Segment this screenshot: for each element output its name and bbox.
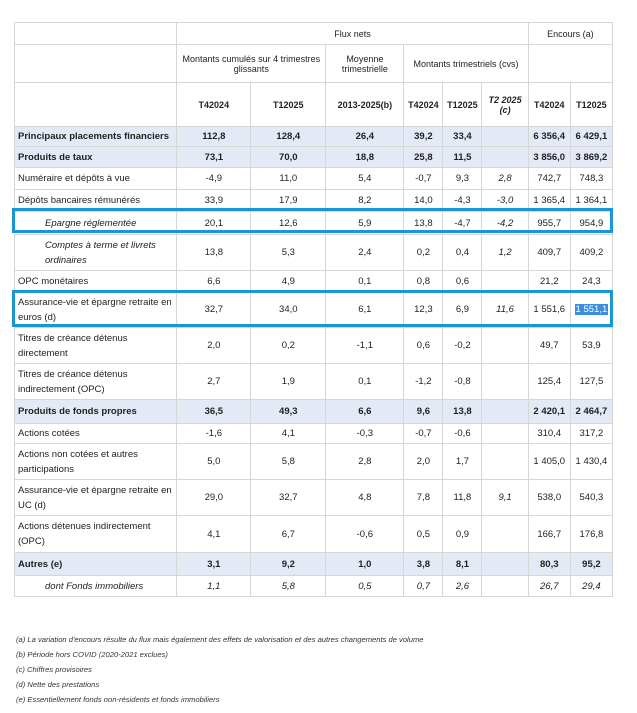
table-cell: 409,2 xyxy=(570,235,612,271)
table-cell: -0,6 xyxy=(326,516,404,553)
table-cell: 29,0 xyxy=(177,480,251,516)
table-cell: 6,9 xyxy=(443,292,482,328)
table-cell: -1,1 xyxy=(326,328,404,364)
table-cell xyxy=(482,364,528,400)
table-row xyxy=(15,271,613,292)
table-cell: 9,3 xyxy=(443,168,482,190)
footnote: (e) Essentiellement fonds non-résidents et fonds immobiliers xyxy=(16,695,220,704)
table-cell: 125,4 xyxy=(528,364,570,400)
table-cell: 6 356,4 xyxy=(528,127,570,147)
table-cell: 95,2 xyxy=(570,553,612,576)
footnotes xyxy=(16,632,424,707)
table-cell: -0,8 xyxy=(443,364,482,400)
table-cell: 7,8 xyxy=(404,480,443,516)
table-cell: 128,4 xyxy=(251,127,326,147)
table-cell: 166,7 xyxy=(528,516,570,553)
table-cell: 5,9 xyxy=(326,212,404,235)
table-cell: 2,4 xyxy=(326,235,404,271)
row-label: Assurance-vie et épargne retraite en euros (d) xyxy=(15,292,177,328)
table-cell: 2,8 xyxy=(482,168,528,190)
table-cell: 11,5 xyxy=(443,147,482,168)
table-cell: 0,2 xyxy=(404,235,443,271)
table-cell: 127,5 xyxy=(570,364,612,400)
table-cell: 11,8 xyxy=(443,480,482,516)
header-encours-blank xyxy=(528,45,612,83)
table-cell: 33,4 xyxy=(443,127,482,147)
table-cell: 5,0 xyxy=(177,444,251,480)
table-cell xyxy=(482,444,528,480)
table-cell: 9,1 xyxy=(482,480,528,516)
table-cell xyxy=(482,328,528,364)
table-cell: -0,2 xyxy=(443,328,482,364)
col-header: T2 2025 (c) xyxy=(482,83,528,127)
row-label: Titres de créance détenus directement xyxy=(15,328,177,364)
table-cell: 2,0 xyxy=(177,328,251,364)
table-cell xyxy=(482,576,528,597)
table-cell: 3,1 xyxy=(177,553,251,576)
table-cell: 5,8 xyxy=(251,576,326,597)
table-cell: 2,8 xyxy=(326,444,404,480)
highlight-box-epargne xyxy=(12,208,613,233)
col-header: T12025 xyxy=(570,83,612,127)
table-cell: 317,2 xyxy=(570,424,612,444)
highlight-box-assurance-vie xyxy=(12,290,613,327)
table-cell: -1,2 xyxy=(404,364,443,400)
corner-cell xyxy=(15,23,177,45)
table-cell: 409,7 xyxy=(528,235,570,271)
header-trimestriels: Montants trimestriels (cvs) xyxy=(404,45,528,83)
table-cell: 20,1 xyxy=(177,212,251,235)
table-cell: 12,6 xyxy=(251,212,326,235)
table-cell: 954,9 xyxy=(570,212,612,235)
table-cell: 0,5 xyxy=(326,576,404,597)
row-label: Assurance-vie et épargne retraite en UC (d) xyxy=(15,480,177,516)
table-cell: 4,1 xyxy=(251,424,326,444)
table-cell: 0,2 xyxy=(251,328,326,364)
table-cell: 18,8 xyxy=(326,147,404,168)
col-header: T42024 xyxy=(528,83,570,127)
table-cell: 3 869,2 xyxy=(570,147,612,168)
table-cell: 1 364,1 xyxy=(570,190,612,212)
table-cell: 13,8 xyxy=(443,400,482,424)
header-moyenne: Moyenne trimestrielle xyxy=(326,45,404,83)
table-cell: -3,0 xyxy=(482,190,528,212)
table-cell: 176,8 xyxy=(570,516,612,553)
table-cell: 1,9 xyxy=(251,364,326,400)
footnote: (d) Nette des prestations xyxy=(16,680,100,689)
table-row xyxy=(15,400,613,424)
table-cell: 1 405,0 xyxy=(528,444,570,480)
table-cell: 11,0 xyxy=(251,168,326,190)
table-cell: 6,6 xyxy=(177,271,251,292)
table-cell: 9,2 xyxy=(251,553,326,576)
table-cell: 742,7 xyxy=(528,168,570,190)
row-label: Autres (e) xyxy=(15,553,177,576)
table-cell: 6,6 xyxy=(326,400,404,424)
table-cell: 13,8 xyxy=(404,212,443,235)
table-cell: 21,2 xyxy=(528,271,570,292)
row-label: Actions détenues indirectement (OPC) xyxy=(15,516,177,553)
table-row xyxy=(15,364,613,400)
table-cell: 26,7 xyxy=(528,576,570,597)
table-cell: 2,6 xyxy=(443,576,482,597)
header-flux-nets: Flux nets xyxy=(177,23,528,45)
table-cell xyxy=(482,424,528,444)
table-cell: 33,9 xyxy=(177,190,251,212)
table-cell: 1,2 xyxy=(482,235,528,271)
table-cell: 0,8 xyxy=(404,271,443,292)
table-cell: 9,6 xyxy=(404,400,443,424)
table-cell: 8,2 xyxy=(326,190,404,212)
table-cell: 36,5 xyxy=(177,400,251,424)
row-label: Actions non cotées et autres participations xyxy=(15,444,177,480)
table-cell: 748,3 xyxy=(570,168,612,190)
table-cell xyxy=(482,553,528,576)
table-cell: 1 551,6 xyxy=(528,292,570,328)
table-cell: 25,8 xyxy=(404,147,443,168)
col-header: T12025 xyxy=(251,83,326,127)
table-cell: 1,1 xyxy=(177,576,251,597)
table-cell: 4,9 xyxy=(251,271,326,292)
header-encours: Encours (a) xyxy=(528,23,612,45)
table-cell: 8,1 xyxy=(443,553,482,576)
col-header: T42024 xyxy=(177,83,251,127)
table-row xyxy=(15,147,613,168)
table-cell: -1,6 xyxy=(177,424,251,444)
table-row xyxy=(15,480,613,516)
table-cell: 540,3 xyxy=(570,480,612,516)
table-cell: 17,9 xyxy=(251,190,326,212)
table-cell: 955,7 xyxy=(528,212,570,235)
table-cell: 70,0 xyxy=(251,147,326,168)
table-cell xyxy=(482,516,528,553)
row-label: Numéraire et dépôts à vue xyxy=(15,168,177,190)
footnote: (c) Chiffres provisoires xyxy=(16,665,92,674)
table-row xyxy=(15,553,613,576)
table-cell: 538,0 xyxy=(528,480,570,516)
table-cell: 310,4 xyxy=(528,424,570,444)
table-cell: 53,9 xyxy=(570,328,612,364)
table-cell: 2 420,1 xyxy=(528,400,570,424)
row-label: Produits de fonds propres xyxy=(15,400,177,424)
table-cell: 0,4 xyxy=(443,235,482,271)
table-cell: 32,7 xyxy=(251,480,326,516)
row-label: Epargne réglementée xyxy=(15,212,177,235)
row-label: Titres de créance détenus indirectement (OPC) xyxy=(15,364,177,400)
table-cell: 4,1 xyxy=(177,516,251,553)
row-label: dont Fonds immobiliers xyxy=(15,576,177,597)
table-row xyxy=(15,127,613,147)
table-cell: 0,9 xyxy=(443,516,482,553)
table-cell: 11,6 xyxy=(482,292,528,328)
table-cell: 6 429,1 xyxy=(570,127,612,147)
table-row xyxy=(15,168,613,190)
table-cell: 1,0 xyxy=(326,553,404,576)
table-cell: 0,5 xyxy=(404,516,443,553)
row-label: Produits de taux xyxy=(15,147,177,168)
table-cell xyxy=(482,271,528,292)
table-cell: 1 430,4 xyxy=(570,444,612,480)
table-cell: -4,2 xyxy=(482,212,528,235)
row-label: OPC monétaires xyxy=(15,271,177,292)
table-cell: 80,3 xyxy=(528,553,570,576)
table-cell: 13,8 xyxy=(177,235,251,271)
table-cell: 5,3 xyxy=(251,235,326,271)
table-row xyxy=(15,516,613,553)
table-cell: 3 856,0 xyxy=(528,147,570,168)
row-label: Comptes à terme et livrets ordinaires xyxy=(15,235,177,271)
table-cell xyxy=(482,400,528,424)
footnote: (b) Période hors COVID (2020-2021 exclues) xyxy=(16,650,168,659)
table-cell: 49,7 xyxy=(528,328,570,364)
table-cell: 5,4 xyxy=(326,168,404,190)
table-cell: -0,7 xyxy=(404,168,443,190)
table-row xyxy=(15,328,613,364)
table-cell: 0,1 xyxy=(326,271,404,292)
table-row xyxy=(15,576,613,597)
corner-cell xyxy=(15,45,177,83)
table-row xyxy=(15,444,613,480)
table-cell: 5,8 xyxy=(251,444,326,480)
table-cell: 0,7 xyxy=(404,576,443,597)
header-cumules: Montants cumulés sur 4 trimestres glissants xyxy=(177,45,326,83)
table-cell: -4,7 xyxy=(443,212,482,235)
table-cell: 32,7 xyxy=(177,292,251,328)
table-cell: 26,4 xyxy=(326,127,404,147)
table-cell: -0,7 xyxy=(404,424,443,444)
table-row xyxy=(15,424,613,444)
table-cell: 2,7 xyxy=(177,364,251,400)
table-cell: 0,6 xyxy=(443,271,482,292)
row-label: Principaux placements financiers xyxy=(15,127,177,147)
table-cell: -0,6 xyxy=(443,424,482,444)
table-cell: -4,3 xyxy=(443,190,482,212)
table-cell: 2,0 xyxy=(404,444,443,480)
table-cell: 39,2 xyxy=(404,127,443,147)
table-cell: 73,1 xyxy=(177,147,251,168)
table-cell: 112,8 xyxy=(177,127,251,147)
table-cell: 6,7 xyxy=(251,516,326,553)
row-label: Actions cotées xyxy=(15,424,177,444)
table-row xyxy=(15,235,613,271)
table-cell xyxy=(482,147,528,168)
row-label: Dépôts bancaires rémunérés xyxy=(15,190,177,212)
table-cell: 6,1 xyxy=(326,292,404,328)
table-cell: 4,8 xyxy=(326,480,404,516)
table-cell: 1 365,4 xyxy=(528,190,570,212)
table-cell: 0,1 xyxy=(326,364,404,400)
col-header: T42024 xyxy=(404,83,443,127)
table-cell: -0,3 xyxy=(326,424,404,444)
table-cell: 12,3 xyxy=(404,292,443,328)
table-cell: 14,0 xyxy=(404,190,443,212)
table-cell: -4,9 xyxy=(177,168,251,190)
table-cell xyxy=(482,127,528,147)
table-cell: 1,7 xyxy=(443,444,482,480)
table-cell: 24,3 xyxy=(570,271,612,292)
col-header: 2013-2025(b) xyxy=(326,83,404,127)
table-cell: 49,3 xyxy=(251,400,326,424)
col-header: T12025 xyxy=(443,83,482,127)
selected-text[interactable]: 1 551,1 xyxy=(575,304,608,315)
table-cell: 2 464,7 xyxy=(570,400,612,424)
table-cell: 3,8 xyxy=(404,553,443,576)
table-cell: 0,6 xyxy=(404,328,443,364)
table-cell: 29,4 xyxy=(570,576,612,597)
corner-cell xyxy=(15,83,177,127)
footnote: (a) La variation d'encours résulte du flux mais également des effets de valorisation et des autres changements de volume xyxy=(16,635,424,644)
table-cell: 34,0 xyxy=(251,292,326,328)
